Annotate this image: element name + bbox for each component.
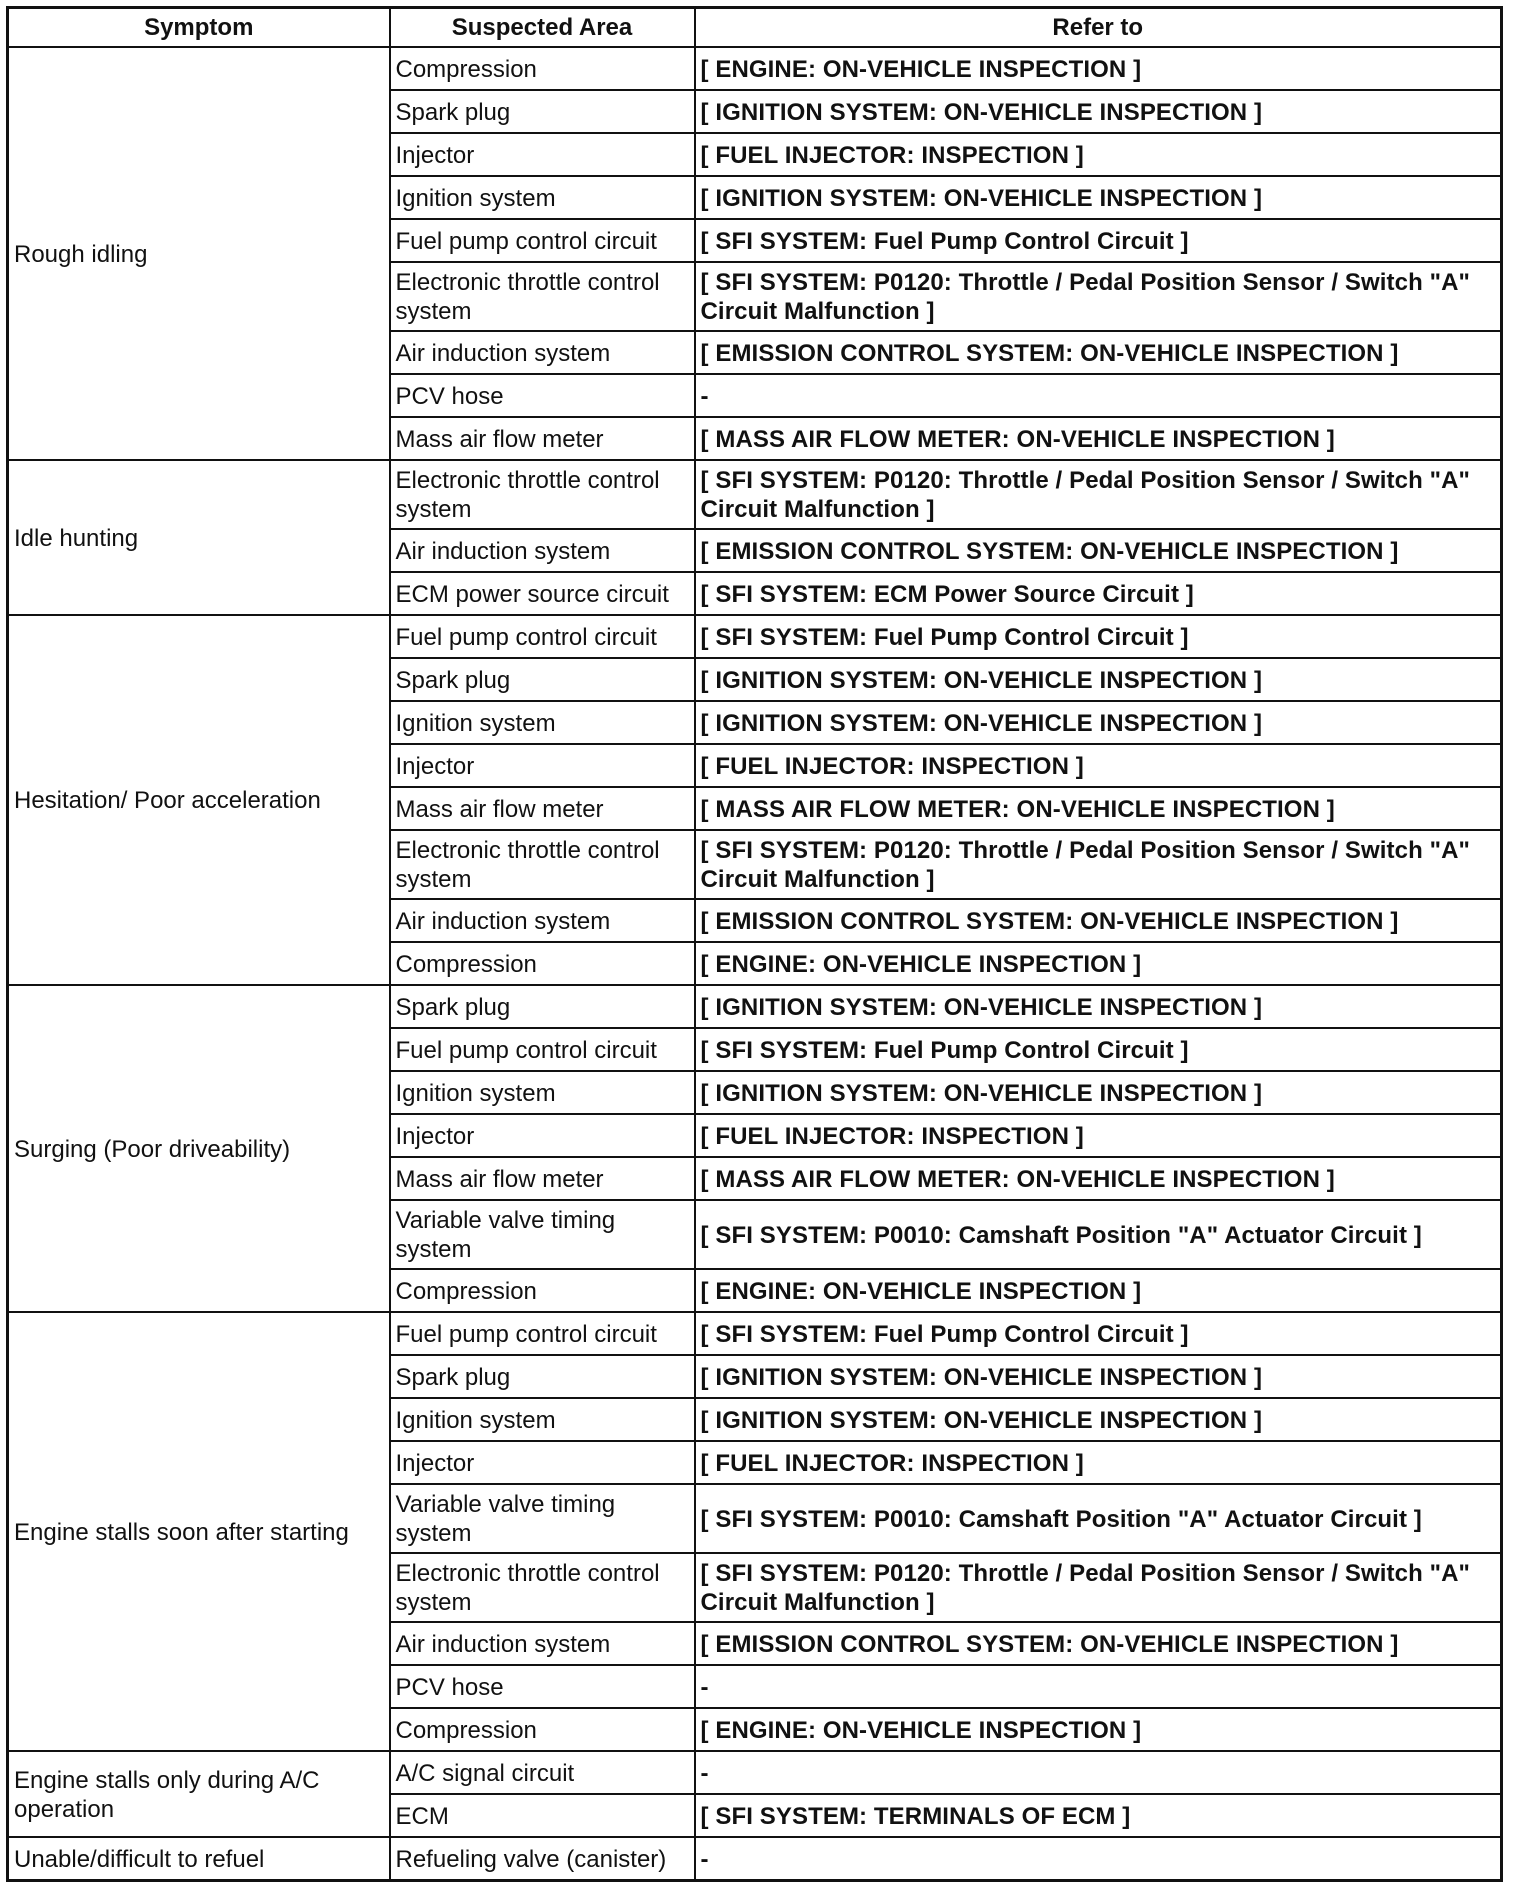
suspected-area-cell: Ignition system (390, 701, 695, 744)
refer-to-cell: [ FUEL INJECTOR: INSPECTION ] (695, 133, 1502, 176)
suspected-area-cell: Variable valve timing system (390, 1200, 695, 1269)
suspected-area-cell: Mass air flow meter (390, 787, 695, 830)
table-body (8, 47, 1502, 1881)
suspected-area-cell: Injector (390, 744, 695, 787)
suspected-area-cell: Air induction system (390, 331, 695, 374)
refer-to-cell: [ IGNITION SYSTEM: ON-VEHICLE INSPECTION ] (695, 1355, 1502, 1398)
refer-to-cell: [ SFI SYSTEM: TERMINALS OF ECM ] (695, 1794, 1502, 1837)
refer-to-cell: [ FUEL INJECTOR: INSPECTION ] (695, 744, 1502, 787)
symptom-cell: Engine stalls soon after starting (8, 1312, 390, 1751)
symptom-cell: Unable/difficult to refuel (8, 1837, 390, 1881)
refer-to-cell: [ EMISSION CONTROL SYSTEM: ON-VEHICLE INSPECTION ] (695, 529, 1502, 572)
suspected-area-cell: Ignition system (390, 1398, 695, 1441)
suspected-area-cell: Injector (390, 1114, 695, 1157)
refer-to-cell: [ MASS AIR FLOW METER: ON-VEHICLE INSPECTION ] (695, 787, 1502, 830)
refer-to-cell: [ IGNITION SYSTEM: ON-VEHICLE INSPECTION ] (695, 701, 1502, 744)
suspected-area-cell: Compression (390, 1708, 695, 1751)
refer-to-cell: [ FUEL INJECTOR: INSPECTION ] (695, 1441, 1502, 1484)
refer-to-cell: [ SFI SYSTEM: P0010: Camshaft Position "A" Actuator Circuit ] (695, 1200, 1502, 1269)
refer-to-cell: [ SFI SYSTEM: Fuel Pump Control Circuit ] (695, 1028, 1502, 1071)
table-row (8, 47, 1502, 90)
suspected-area-cell: Electronic throttle control system (390, 1553, 695, 1622)
refer-to-cell: [ SFI SYSTEM: ECM Power Source Circuit ] (695, 572, 1502, 615)
suspected-area-cell: Variable valve timing system (390, 1484, 695, 1553)
refer-to-cell: [ SFI SYSTEM: P0120: Throttle / Pedal Position Sensor / Switch "A" Circuit Malfunction ] (695, 830, 1502, 899)
suspected-area-cell: Refueling valve (canister) (390, 1837, 695, 1881)
suspected-area-cell: Spark plug (390, 90, 695, 133)
suspected-area-cell: Air induction system (390, 899, 695, 942)
suspected-area-cell: ECM (390, 1794, 695, 1837)
suspected-area-cell: Injector (390, 1441, 695, 1484)
suspected-area-cell: ECM power source circuit (390, 572, 695, 615)
table-row (8, 1312, 1502, 1355)
suspected-area-cell: Ignition system (390, 176, 695, 219)
refer-to-cell: - (695, 1837, 1502, 1881)
refer-to-cell: [ IGNITION SYSTEM: ON-VEHICLE INSPECTION ] (695, 1071, 1502, 1114)
refer-to-cell: [ SFI SYSTEM: P0120: Throttle / Pedal Position Sensor / Switch "A" Circuit Malfunction ] (695, 460, 1502, 529)
suspected-area-cell: Spark plug (390, 1355, 695, 1398)
problem-symptoms-table (6, 6, 1503, 1882)
refer-to-cell: [ IGNITION SYSTEM: ON-VEHICLE INSPECTION ] (695, 658, 1502, 701)
header-suspected-area: Suspected Area (390, 8, 695, 48)
refer-to-cell: [ SFI SYSTEM: Fuel Pump Control Circuit ] (695, 219, 1502, 262)
symptom-cell: Surging (Poor driveability) (8, 985, 390, 1312)
suspected-area-cell: Mass air flow meter (390, 1157, 695, 1200)
suspected-area-cell: Injector (390, 133, 695, 176)
header-refer-to: Refer to (695, 8, 1502, 48)
refer-to-cell: [ MASS AIR FLOW METER: ON-VEHICLE INSPECTION ] (695, 417, 1502, 460)
refer-to-cell: [ IGNITION SYSTEM: ON-VEHICLE INSPECTION ] (695, 90, 1502, 133)
refer-to-cell: [ SFI SYSTEM: P0010: Camshaft Position "A" Actuator Circuit ] (695, 1484, 1502, 1553)
refer-to-cell: [ SFI SYSTEM: Fuel Pump Control Circuit ] (695, 1312, 1502, 1355)
suspected-area-cell: Electronic throttle control system (390, 262, 695, 331)
refer-to-cell: [ ENGINE: ON-VEHICLE INSPECTION ] (695, 1708, 1502, 1751)
table-row (8, 460, 1502, 529)
suspected-area-cell: A/C signal circuit (390, 1751, 695, 1794)
refer-to-cell: - (695, 1751, 1502, 1794)
refer-to-cell: - (695, 374, 1502, 417)
suspected-area-cell: Fuel pump control circuit (390, 1312, 695, 1355)
refer-to-cell: [ ENGINE: ON-VEHICLE INSPECTION ] (695, 47, 1502, 90)
table-row (8, 1837, 1502, 1881)
suspected-area-cell: Compression (390, 1269, 695, 1312)
refer-to-cell: [ IGNITION SYSTEM: ON-VEHICLE INSPECTION ] (695, 985, 1502, 1028)
refer-to-cell: [ ENGINE: ON-VEHICLE INSPECTION ] (695, 942, 1502, 985)
refer-to-cell: [ MASS AIR FLOW METER: ON-VEHICLE INSPECTION ] (695, 1157, 1502, 1200)
refer-to-cell: - (695, 1665, 1502, 1708)
suspected-area-cell: Air induction system (390, 529, 695, 572)
refer-to-cell: [ FUEL INJECTOR: INSPECTION ] (695, 1114, 1502, 1157)
refer-to-cell: [ EMISSION CONTROL SYSTEM: ON-VEHICLE INSPECTION ] (695, 899, 1502, 942)
refer-to-cell: [ IGNITION SYSTEM: ON-VEHICLE INSPECTION ] (695, 1398, 1502, 1441)
symptom-cell: Hesitation/ Poor acceleration (8, 615, 390, 985)
suspected-area-cell: Mass air flow meter (390, 417, 695, 460)
table-row (8, 615, 1502, 658)
symptom-cell: Idle hunting (8, 460, 390, 615)
suspected-area-cell: Spark plug (390, 985, 695, 1028)
refer-to-cell: [ EMISSION CONTROL SYSTEM: ON-VEHICLE INSPECTION ] (695, 1622, 1502, 1665)
suspected-area-cell: Fuel pump control circuit (390, 1028, 695, 1071)
suspected-area-cell: Air induction system (390, 1622, 695, 1665)
suspected-area-cell: Fuel pump control circuit (390, 219, 695, 262)
table-row (8, 985, 1502, 1028)
suspected-area-cell: Ignition system (390, 1071, 695, 1114)
suspected-area-cell: Electronic throttle control system (390, 830, 695, 899)
refer-to-cell: [ SFI SYSTEM: Fuel Pump Control Circuit ] (695, 615, 1502, 658)
suspected-area-cell: PCV hose (390, 374, 695, 417)
refer-to-cell: [ ENGINE: ON-VEHICLE INSPECTION ] (695, 1269, 1502, 1312)
suspected-area-cell: Fuel pump control circuit (390, 615, 695, 658)
refer-to-cell: [ IGNITION SYSTEM: ON-VEHICLE INSPECTION ] (695, 176, 1502, 219)
suspected-area-cell: Electronic throttle control system (390, 460, 695, 529)
trouble-table-container (6, 6, 1500, 1882)
suspected-area-cell: Spark plug (390, 658, 695, 701)
header-row (8, 8, 1502, 48)
suspected-area-cell: PCV hose (390, 1665, 695, 1708)
suspected-area-cell: Compression (390, 942, 695, 985)
header-symptom: Symptom (8, 8, 390, 48)
refer-to-cell: [ SFI SYSTEM: P0120: Throttle / Pedal Position Sensor / Switch "A" Circuit Malfunction ] (695, 262, 1502, 331)
table-row (8, 1751, 1502, 1794)
symptom-cell: Rough idling (8, 47, 390, 460)
suspected-area-cell: Compression (390, 47, 695, 90)
refer-to-cell: [ SFI SYSTEM: P0120: Throttle / Pedal Position Sensor / Switch "A" Circuit Malfunction ] (695, 1553, 1502, 1622)
refer-to-cell: [ EMISSION CONTROL SYSTEM: ON-VEHICLE INSPECTION ] (695, 331, 1502, 374)
symptom-cell: Engine stalls only during A/C operation (8, 1751, 390, 1837)
